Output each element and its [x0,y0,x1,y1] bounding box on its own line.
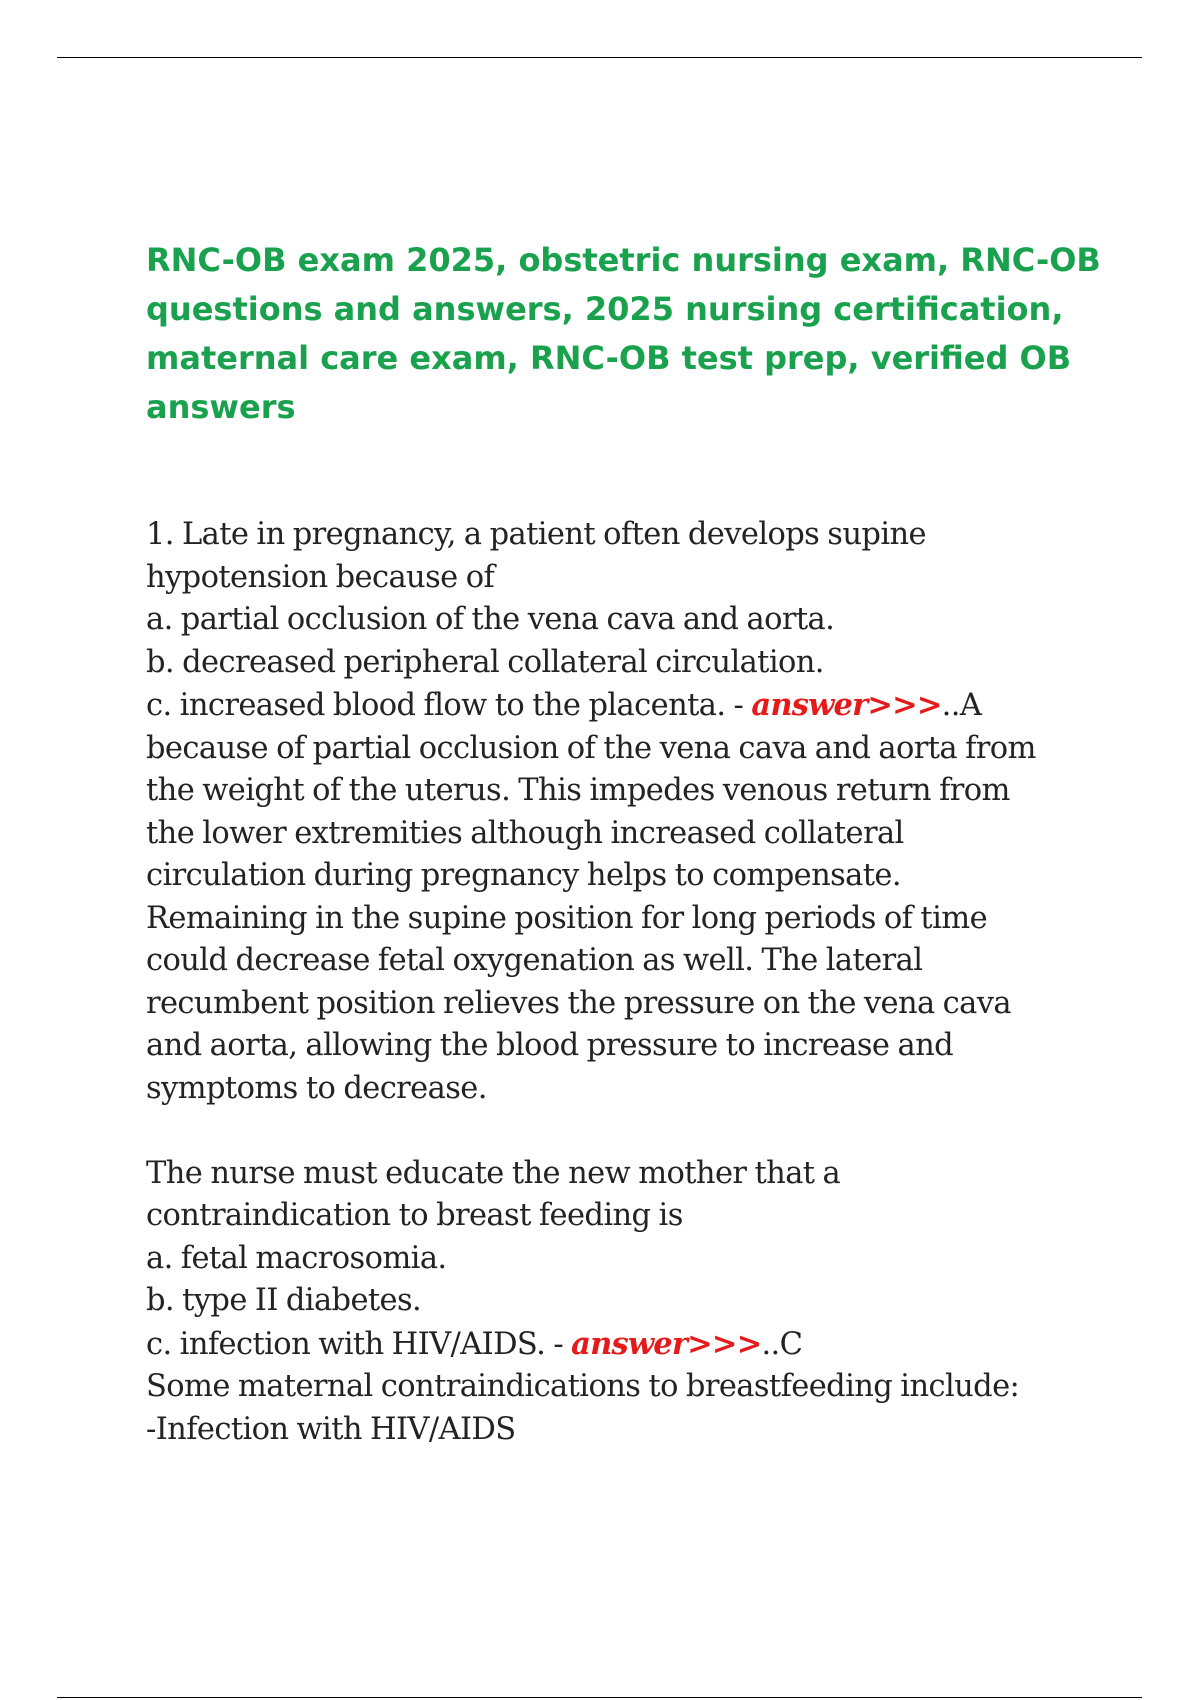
question-stem-line: The nurse must educate the new mother that a [146,1155,841,1191]
option-b: b. decreased peripheral collateral circulation. [146,644,824,680]
explanation-line: Remaining in the supine position for long periods of time [146,900,988,936]
page-content [146,236,1106,1451]
question-stem-line: hypotension because of [146,559,495,595]
explanation-line: and aorta, allowing the blood pressure to increase and [146,1028,954,1063]
explanation-line: -Infection with HIV/AIDS [146,1411,516,1447]
explanation-line: Some maternal contraindications to breastfeeding include: [146,1369,1020,1404]
answer-marker: answer>>> [571,1325,762,1362]
answer-value: ..C [761,1326,803,1362]
explanation-line: recumbent position relieves the pressure on the vena cava [146,985,1011,1021]
explanation-line: the lower extremities although increased collateral [146,815,904,851]
question-block-2 [146,1153,1106,1452]
question-block-1 [146,514,1106,1110]
footer-rule [57,1697,1142,1698]
document-title: RNC-OB exam 2025, obstetric nursing exam, RNC-OB questions and answers, 2025 nursing certification, maternal care exam, RNC-OB test prep, verified OB answers [146,241,1101,426]
question-stem-line: contraindication to breast feeding is [146,1198,683,1233]
header-rule [57,57,1142,58]
explanation-line: could decrease fetal oxygenation as well. The lateral [146,943,923,978]
question-stem-line: 1. Late in pregnancy, a patient often develops supine [146,517,926,552]
answer-value: ..A [941,688,982,723]
option-a: a. partial occlusion of the vena cava and aorta. [146,602,835,637]
explanation-line: the weight of the uterus. This impedes venous return from [146,773,1010,808]
answer-marker: answer>>> [751,687,942,723]
option-c: c. increased blood flow to the placenta. - [146,688,752,723]
option-b: b. type II diabetes. [146,1283,422,1318]
explanation-line: circulation during pregnancy helps to compensate. [146,858,901,893]
explanation-line: symptoms to decrease. [146,1070,487,1106]
option-a: a. fetal macrosomia. [146,1240,447,1276]
option-c-line [146,1323,1106,1367]
option-c-line [146,684,1106,728]
explanation-line: because of partial occlusion of the vena cava and aorta from [146,730,1036,766]
option-c: c. infection with HIV/AIDS. - [146,1326,572,1362]
